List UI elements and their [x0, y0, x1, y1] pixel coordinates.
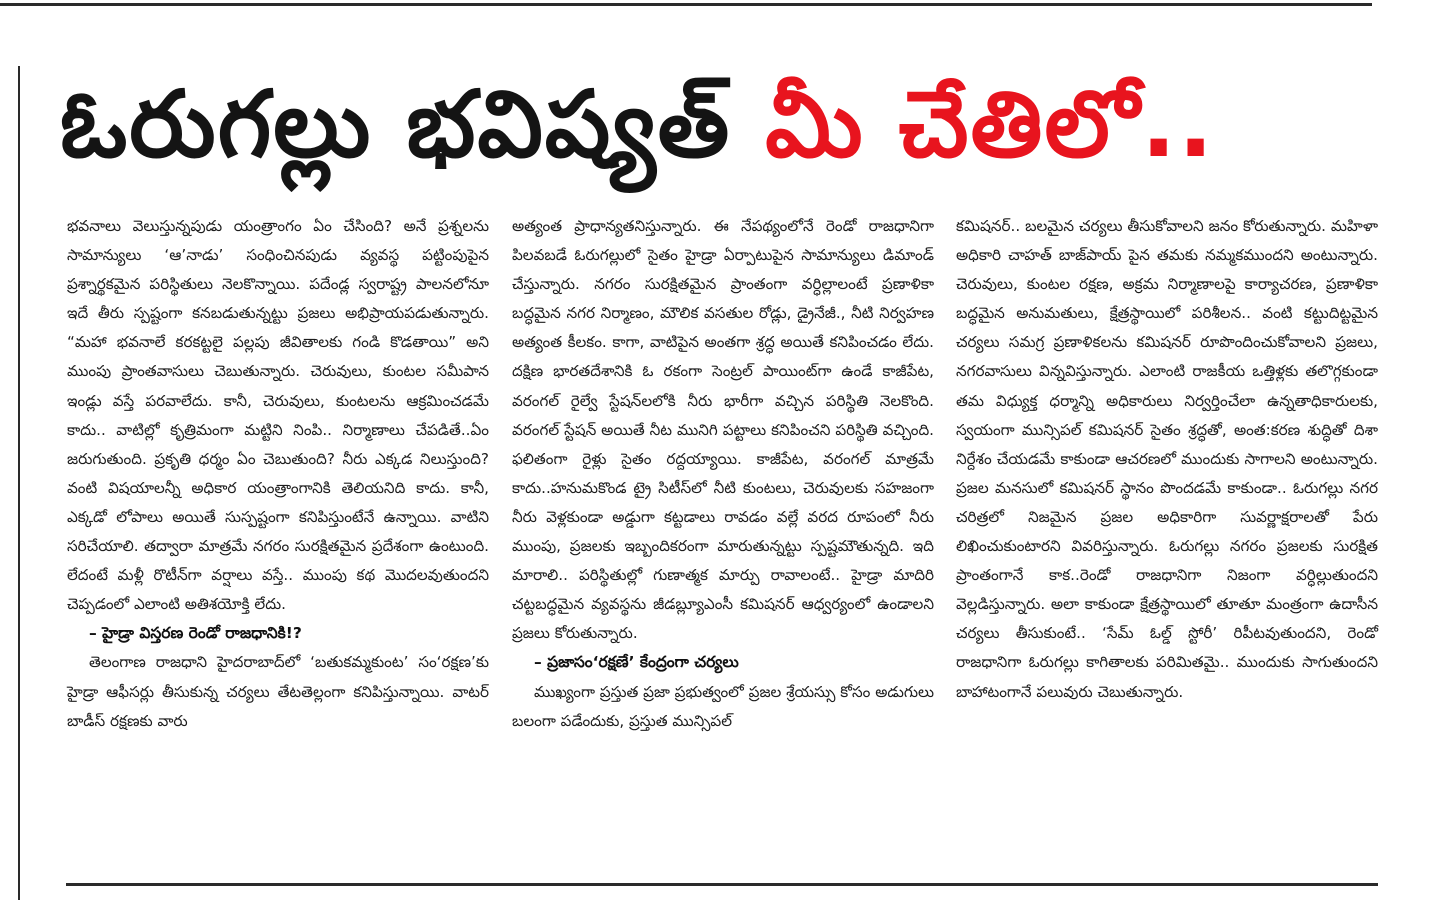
- headline: [60, 60, 1380, 190]
- column1-paragraph-1: భవనాలు వెలుస్తున్నపుడు యంత్రాంగం ఏం చేసింది? అనే ప్రశ్నలను సామాన్యులు ‘ఆ’నాడు’ సంధించినపుడు వ్యవస్థ పట్టింపుపైన ప్రశ్నార్థకమైన పరిస్థితులు నెలకొన్నాయి. పదేండ్ల స్వరాష్ట్ర పాలనలోనూ ఇదే తీరు స్పష్టంగా కనబడుతున్నట్టు ప్రజలు అభిప్రాయపడుతున్నారు. “మహా భవనాలే కరకట్టలై పల్లపు జీవితాలకు గండి కొడతాయి” అని ముంపు ప్రాంతవాసులు చెబుతున్నారు. చెరువులు, కుంటల సమీపాన ఇండ్లు వస్తే పరవాలేదు. కానీ, చెరువులు, కుంటలను ఆక్రమించడమే కాదు.. వాటిల్లో కృత్రిమంగా మట్టిని నింపి.. నిర్మాణాలు చేపడితే..ఏం జరుగుతుంది. ప్రకృతి ధర్మం ఏం చెబుతుంది? నీరు ఎక్కడ నిలుస్తుంది? వంటి విషయాలన్నీ అధికార యంత్రాంగానికి తెలియనిది కాదు. కానీ, ఎక్కడో లోపాలు అయితే సుస్పష్టంగా కనిపిస్తుంటేనే ఉన్నాయి. వాటిని సరిచేయాలి. తద్వారా మాత్రమే నగరం సురక్షితమైన ప్రదేశంగా ఉంటుంది. లేదంటే మళ్లీ రొటీన్‌గా వర్షాలు వస్తే.. ముంపు కథ మొదలవుతుందని చెప్పడంలో ఎలాంటి అతిశయోక్తి లేదు.: [67, 217, 489, 614]
- left-column-rule: [18, 66, 20, 900]
- headline-black-part: ఓరుగల్లు భవిష్యత్: [60, 71, 732, 178]
- column2-paragraph-2: ముఖ్యంగా ప్రస్తుత ప్రజా ప్రభుత్వంలో ప్రజల శ్రేయస్సు కోసం అడుగులు బలంగా పడేందుకు, ప్రస్తుత మున్సిపల్: [512, 682, 934, 730]
- bottom-rule: [66, 883, 1378, 886]
- column2-subhead: – ప్రజాసం‘రక్షణే’ కేంద్రంగా చర్యలు: [534, 653, 739, 672]
- column1-subhead: – హైడ్రా విస్తరణ రెండో రాజధానికి!?: [89, 624, 302, 643]
- article-column-3: [956, 212, 1378, 707]
- article-column-2: [512, 212, 934, 736]
- column2-paragraph-1: అత్యంత ప్రాధాన్యతనిస్తున్నారు. ఈ నేపథ్యంలోనే రెండో రాజధానిగా పిలవబడే ఓరుగల్లులో సైతం హైడ్రా ఏర్పాటుపైన సామాన్యులు డిమాండ్ చేస్తున్నారు. నగరం సురక్షితమైన ప్రాంతంగా వర్ధిల్లాలంటే ప్రణాళికా బద్ధమైన నగర నిర్మాణం, మౌలిక వసతుల రోడ్లు, డ్రైనేజీ., నీటి నిర్వహణ అత్యంత కీలకం. కాగా, వాటిపైన అంతగా శ్రద్ధ అయితే కనిపించడం లేదు. దక్షిణ భారతదేశానికి ఓ రకంగా సెంట్రల్ పాయింట్‌గా ఉండే కాజీపేట, వరంగల్ రైల్వే స్టేషన్‌లలోకి నీరు భారీగా వచ్చిన పరిస్థితి నెలకొంది. వరంగల్ స్టేషన్ అయితే నీట మునిగి పట్టాలు కనిపించని పరిస్థితి వచ్చింది. ఫలితంగా రైళ్లు సైతం రద్దయ్యాయి. కాజీపేట, వరంగల్ మాత్రమే కాదు..హనుమకొండ ట్రై సిటీస్‌లో నీటి కుంటలు, చెరువులకు సహజంగా నీరు వెళ్లకుండా అడ్డుగా కట్టడాలు రావడం వల్లే వరద రూపంలో నీరు ముంపు, ప్రజలకు ఇబ్బందికరంగా మారుతున్నట్టు స్పష్టమౌతున్నది. ఇది మారాలి.. పరిస్థితుల్లో గుణాత్మక మార్పు రావాలంటే.. హైడ్రా మాదిరి చట్టబద్ధమైన వ్యవస్థను జీడబ్ల్యూఎంసీ కమిషనర్ ఆధ్వర్యంలో ఉండాలని ప్రజలు కోరుతున్నారు.: [512, 217, 934, 643]
- column3-paragraph-1: కమిషనర్.. బలమైన చర్యలు తీసుకోవాలని జనం కోరుతున్నారు. మహిళా అధికారి చాహత్ బాజ్‌పాయ్ పైన తమకు నమ్మకముందని అంటున్నారు. చెరువులు, కుంటల రక్షణ, అక్రమ నిర్మాణాలపై కార్యాచరణ, ప్రణాళికా బద్ధమైన అనుమతులు, క్షేత్రస్థాయిలో పరిశీలన.. వంటి కట్టుదిట్టమైన చర్యలు సమగ్ర ప్రణాళికలను కమిషనర్ రూపొందించుకోవాలని ప్రజలు, నగరవాసులు విన్నవిస్తున్నారు. ఎలాంటి రాజకీయ ఒత్తిళ్లకు తలొగ్గకుండా తమ విధ్యుక్త ధర్మాన్ని అధికారులు నిర్వర్తించేలా ఉన్నతాధికారులకు, స్వయంగా మున్సిపల్ కమిషనర్ సైతం శ్రద్ధతో, అంత:కరణ శుద్ధితో దిశా నిర్దేశం చేయడమే కాకుండా ఆచరణలో ముందుకు సాగాలని అంటున్నారు. ప్రజల మనసులో కమిషనర్ స్థానం పొందడమే కాకుండా.. ఓరుగల్లు నగర చరిత్రలో నిజమైన ప్రజల అధికారిగా సువర్ణాక్షరాలతో పేరు లిఖించుకుంటారని వివరిస్తున్నారు. ఓరుగల్లు నగరం ప్రజలకు సురక్షిత ప్రాంతంగానే కాక..రెండో రాజధానిగా నిజంగా వర్ధిల్లుతుందని వెల్లడిస్తున్నారు. అలా కాకుండా క్షేత్రస్థాయిలో తూతూ మంత్రంగా ఉదాసీన చర్యలు తీసుకుంటే.. ‘సేమ్ ఓల్డ్ స్టోరీ’ రిపీటవుతుందని, రెండో రాజధానిగా ఓరుగల్లు కాగితాలకు పరిమితమై.. ముందుకు సాగుతుందని బాహాటంగానే పలువురు చెబుతున్నారు.: [956, 217, 1378, 701]
- article-column-1: [67, 212, 489, 736]
- top-rule: [0, 3, 1372, 6]
- column1-paragraph-2: తెలంగాణ రాజధాని హైదరాబాద్‌లో ‘బతుకమ్మకుంట’ సం‘రక్షణ’కు హైడ్రా ఆఫీసర్లు తీసుకున్న చర్యలు తేటతెల్లంగా కనిపిస్తున్నాయి. వాటర్ బాడీస్ రక్షణకు వారు: [67, 653, 489, 730]
- headline-red-part: మీ చేతిలో..: [765, 71, 1216, 178]
